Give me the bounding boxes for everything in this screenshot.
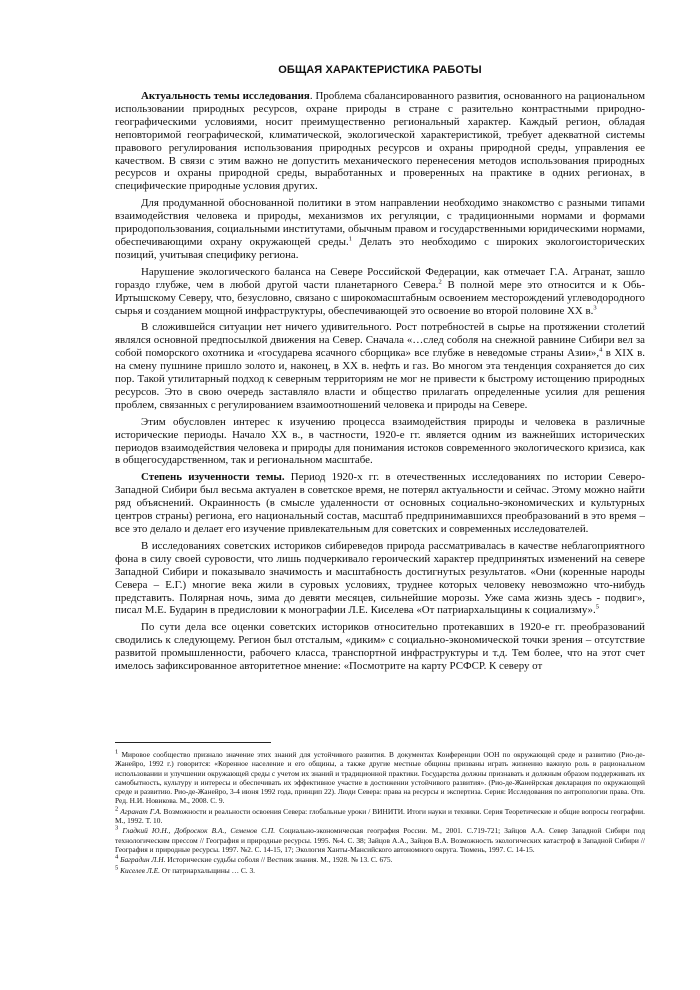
footnote-text: Возможности и реальности освоения Севера: глобальные уроки / ВИНИТИ. Итоги науки и техники. Серия Теоретические и общие вопросы географии. М., 1992. Т. 10. — [115, 806, 645, 826]
footnote-text: Мировое сообщество признало значение этих знаний для устойчивого развития. В документах Конференции ООН по окружающей среде и развитию (Рио-де-Жанейро, 1992 г.) говорится: «Коренное население и его общины, а также другие местные общины призваны играть жизненно важную роль в рациональном использовании и улучшении окружающей среды с учетом их знаний и традиционной практики. Государства должны признавать и должным образом поддерживать их самобытность, культуру и интересы и обеспечивать их эффективное участие в достижении устойчивого развития». (Рио-де-Жанейрская декларация по окружающей среде и развитию. Рио-де-Жанейро, 3-4 июня 1992 года, принцип 22). Люди Севера: права на ресурсы и экспертиза. Серия: Исследования по антропологии права. Отв. Ред. Н.И. Новикова. М., 2008. С. 9. — [115, 750, 645, 806]
main-text — [115, 64, 645, 673]
footnote-4 — [115, 855, 645, 864]
footnote-text: От патриархальщины … С. 3. — [159, 865, 256, 875]
footnote-number: 5 — [115, 864, 119, 872]
footnote-ref[interactable]: 5 — [595, 603, 599, 611]
footnote-author: Гладкий Ю.Н., Доброскок В.А., Семенов С.П. — [122, 826, 276, 836]
footnote-number: 3 — [115, 824, 119, 832]
paragraph-text: В сложившейся ситуации нет ничего удивительного. Рост потребностей в сырье на протяжении столетий являлся основной предпосылкой движения на Север. Сначала «…след соболя на снежной равнине Сибири вел за собой поморского охотника и «государева ясачного сборщика» все глубже в неведомые страны Азии», — [115, 321, 645, 360]
paragraph-text: . Проблема сбалансированного развития, основанного на рациональном использовании природных ресурсов, охране природы в стране с разительно контрастными природно-географическими условиями, носит преимущественно региональный характер. Каждый регион, обладая неповторимой географической, климатической, экологической характеристикой, требует адекватной системы правового регулирования использования природных ресурсов и охраны природной среды, управления ее качеством. В связи с этим важно не допустить механического перенесения методов использования природных ресурсов и охраны природной среды, выработанных и проверенных на практике в одних регионах, в специфические природные условия других. — [115, 90, 645, 193]
footnote-ref[interactable]: 3 — [593, 303, 597, 311]
footnote-3 — [115, 826, 645, 854]
paragraph-text: Нарушение экологического баланса на Севере Российской Федерации, как отмечает Г.А. Агранат, зашло гораздо глубже, чем в любой другой части планетарного Севера. — [115, 265, 645, 291]
paragraph-policy — [115, 197, 645, 262]
paragraph-assessment — [115, 621, 645, 673]
footnote-2 — [115, 807, 645, 826]
footnote-author: Агранат Г.А. — [120, 806, 162, 816]
footnotes — [115, 750, 645, 876]
paragraph-study-degree — [115, 471, 645, 536]
footnote-number: 1 — [115, 748, 119, 756]
paragraph-text: В исследованиях советских историков сибиреведов природа рассматривалась в качестве неблагоприятного фона в силу своей суровости, что лишь подчеркивало героический характер предпринятых изменений на севере Западной Сибири и показывало значимость и масштабность достигнутых результатов. «Они (коренные народы Севера – Е.Г.) многие века жили в суровых условиях, труднее которых человеку невозможно что-нибудь представить. Полярная ночь, зима до девяти месяцев, сильнейшие морозы. Уже сама жизнь здесь - подвиг», писал М.Е. Бударин в предисловии к монографии Л.Е. Киселева «От патриархальщины к социализму». — [115, 539, 645, 617]
page-title: ОБЩАЯ ХАРАКТЕРИСТИКА РАБОТЫ — [278, 64, 482, 76]
paragraph-text-cont: Делать это необходимо с широких экологоисторических позиций, учитывая специфику региона. — [115, 235, 645, 261]
paragraph-balance — [115, 266, 645, 318]
paragraph-lead: Актуальность темы исследования — [141, 90, 310, 102]
paragraph-lead: Степень изученности темы. — [141, 471, 285, 484]
footnote-author: Баградин Л.Н. — [120, 855, 166, 865]
footnote-ref[interactable]: 2 — [438, 278, 442, 286]
footnote-number: 4 — [115, 853, 119, 861]
footnote-text: Исторические судьбы соболя // Вестник знания. М., 1928. № 13. С. 675. — [165, 855, 393, 865]
paragraph-text: Этим обусловлен интерес к изучению процесса взаимодействия природы и человека в различные исторические периоды. Начало XX в., в частности, 1920-е гг. является одним из важнейших исторических периодов взаимодействия человека и природы для понимания истоков современного экологического кризиса, как в общегосударственном, так и региональном масштабе. — [115, 415, 645, 467]
footnote-5 — [115, 866, 645, 875]
footnote-ref[interactable]: 4 — [599, 346, 603, 354]
footnote-1 — [115, 750, 645, 806]
paragraph-text-cont: В полной мере это относится и к Обь-Иртышскому Северу, что, безусловно, связано с широкомасштабным освоением месторождений углеводородного сырья и созданием мощной инфраструктуры, обеспечивающей это освоение во второй половине XX в. — [115, 278, 645, 317]
paragraph-relevance — [115, 90, 645, 193]
paragraph-text: Для продуманной обоснованной политики в этом направлении необходимо знакомство с разными типами взаимодействия человека и природы, механизмов их регуляции, с традиционными нормами и формами природопользования, социальными институтами, обычным правом и государственными юридическими нормами, обеспечивающими охрану окружающей среды. — [115, 197, 645, 248]
paragraph-situation — [115, 321, 645, 411]
paragraph-text: Период 1920-х гг. в отечественных исследованиях по истории Северо-Западной Сибири был весьма актуален в советское время, не потерял актуальности и сейчас. Этому можно найти ряд объяснений. Окраинность (в смысле удаленности от основных социально-экономических и культурных центров страны) региона, его национальный состав, масштаб предпринимавшихся преобразований в это время – все это делало и делает его изучение привлекательным для советских и современных исследователей. — [115, 471, 645, 535]
footnote-text: Социально-экономическая география России. М., 2001. С.719-721; Зайцов А.А. Север Западной Сибири под технологическим прессом // География и природные ресурсы. 1995. №4. С. 38; Зайцов А.А., Зайцов В.А. Возможность экологических катастроф в Западной Сибири // География и природные ресурсы. 1997. №2. С. 14-15, 17; Экология Ханты-Мансийского автономного округа. Тюмень, 1997. С. 14-15. — [115, 826, 645, 854]
footnote-separator — [115, 742, 271, 743]
footnote-number: 2 — [115, 805, 119, 813]
footnote-ref[interactable]: 1 — [348, 235, 352, 243]
paragraph-text: По сути дела все оценки советских историков относительно протекавших в 1920-е гг. преобразований сводились к следующему. Регион был отсталым, «диким» с социально-экономической точки зрения – отсутствие развитой промышленности, рабочего класса, транспортной инфраструктуры и т.д. Тем более, что на этот счет имелось зафиксированное авторитетное мнение: «Посмотрите на карту РСФСР. К северу от — [115, 621, 645, 673]
footnote-author: Киселев Л.Е. — [120, 865, 160, 875]
paragraph-text-cont: в XIX в. на смену пушнине пришло золото и, наконец, в XX в. нефть и газ. Во многом эта тенденция сохраняется до сих пор. Такой утилитарный подход к северным территориям не мог не привести к быстрому истощению природных ресурсов. Это в свою очередь заставляло власти и общество прилагать определенные усилия для решения проблем, связанных с регулированием взаимоотношений человека и природы на Севере. — [115, 347, 645, 411]
paragraph-interest — [115, 416, 645, 468]
paragraph-soviet-studies — [115, 540, 645, 617]
